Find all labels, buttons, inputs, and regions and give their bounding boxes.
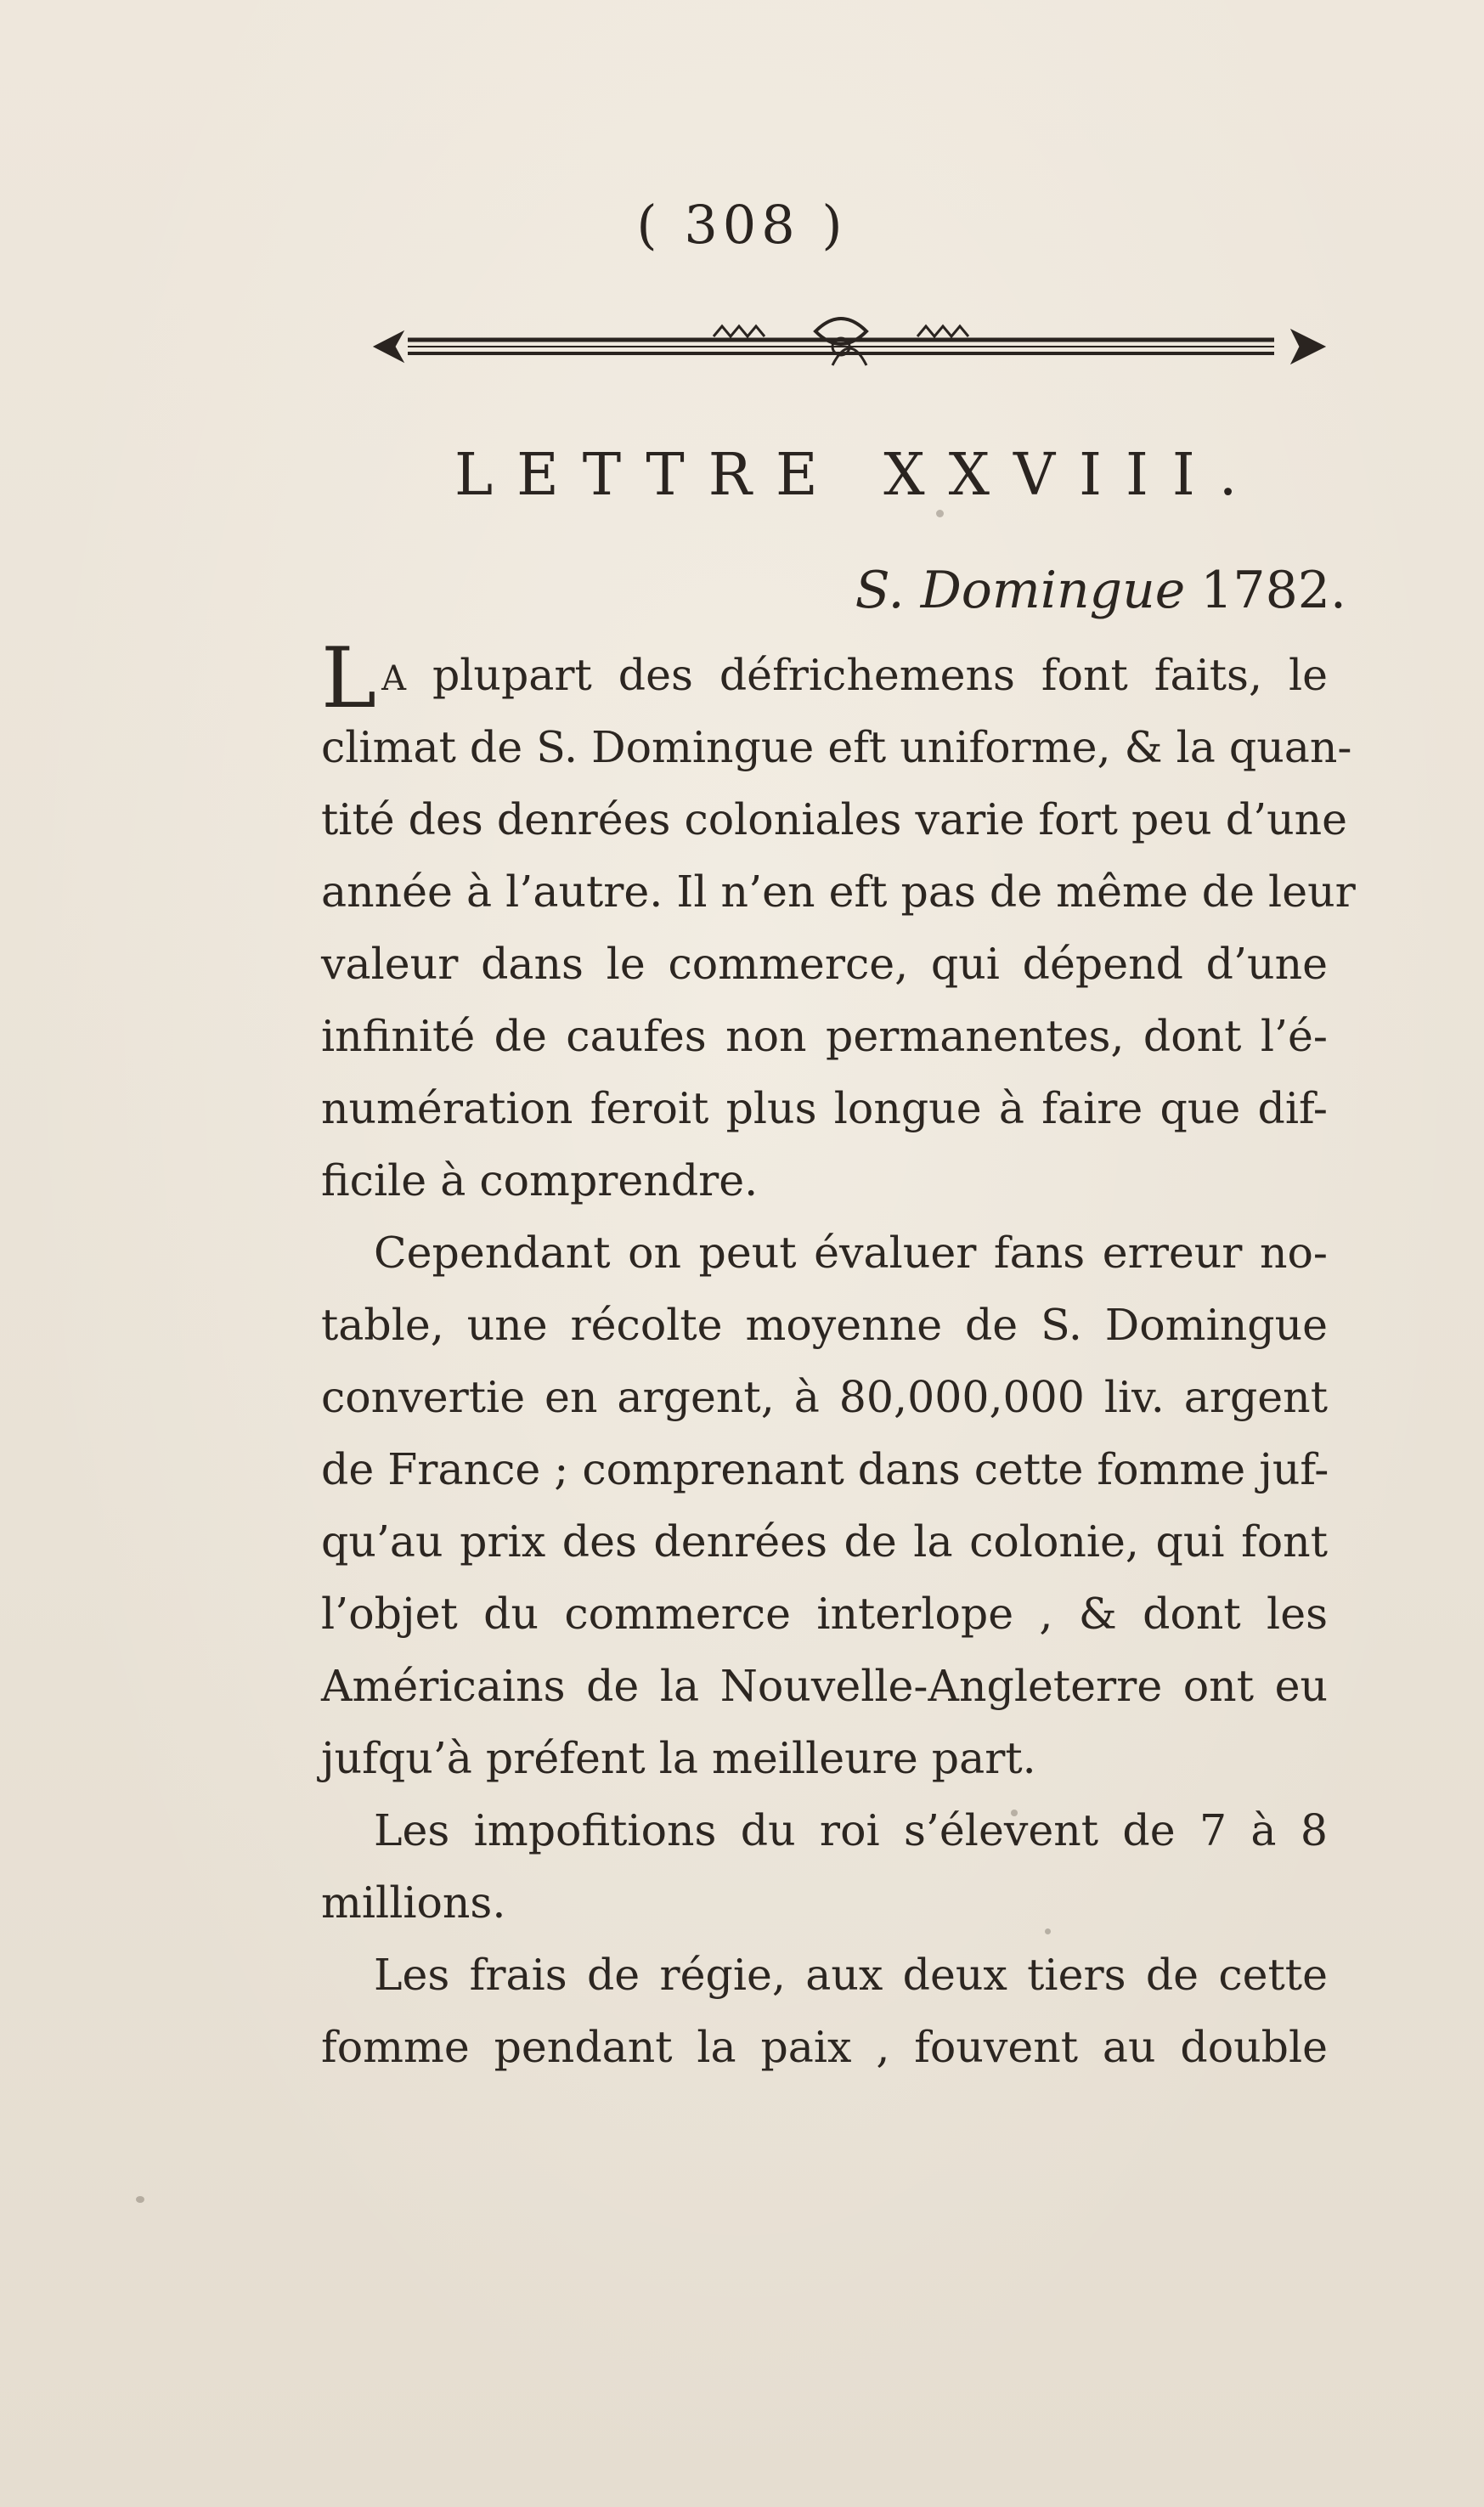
text-line: Les impofitions du roi s’élevent de 7 à 8: [374, 1805, 1328, 1855]
text-line: convertie en argent, à 80,000,000 liv. argent: [321, 1372, 1328, 1422]
letter-heading: LETTRE XXVIII.: [454, 442, 1261, 509]
text-line: climat de S. Domingue eft uniforme, & la quan-: [321, 722, 1352, 772]
paper-speck: [1045, 1928, 1051, 1934]
text-line: jufqu’à préfent la meilleure part.: [321, 1733, 1036, 1783]
paper-speck: [1011, 1810, 1018, 1816]
text-line: L A plupart des défrichemens font faits, le: [321, 630, 1328, 727]
place: S. Domingue: [855, 561, 1186, 620]
text-line: infinité de caufes non permanentes, dont l’é-: [321, 1011, 1328, 1061]
date: 1782.: [1200, 561, 1346, 620]
text-line: numération feroit plus longue à faire que dif-: [321, 1083, 1328, 1133]
text-line: millions.: [321, 1877, 506, 1928]
page-number: ( 308 ): [636, 194, 848, 256]
text-line: année à l’autre. Il n’en eft pas de même de leur: [321, 867, 1356, 917]
paper-speck: [936, 510, 944, 517]
small-cap: A: [381, 659, 406, 698]
text-line: de France ; comprenant dans cette fomme juf-: [321, 1444, 1329, 1494]
text-line: fomme pendant la paix , fouvent au double: [321, 2022, 1328, 2072]
text-line: tité des denrées coloniales varie fort peu d’une: [321, 794, 1348, 844]
paper-speck: [136, 2196, 144, 2203]
text-line: qu’au prix des denrées de la colonie, qui font: [321, 1516, 1328, 1567]
text-line: Les frais de régie, aux deux tiers de cette: [374, 1950, 1328, 2000]
ornamental-rule-icon: [357, 306, 1342, 382]
text-line: ficile à comprendre.: [321, 1155, 759, 1206]
text-line: valeur dans le commerce, qui dépend d’une: [321, 939, 1328, 989]
body-text: [321, 630, 1356, 2083]
place-date-line: [855, 561, 1346, 620]
drop-cap: L: [321, 630, 377, 727]
text-line: table, une récolte moyenne de S. Domingue: [321, 1300, 1328, 1350]
text-line: l’objet du commerce interlope , & dont les: [321, 1589, 1328, 1639]
text-line: Cependant on peut évaluer fans erreur no-: [374, 1228, 1328, 1278]
text-line: Américains de la Nouvelle-Angleterre ont eu: [321, 1661, 1328, 1711]
